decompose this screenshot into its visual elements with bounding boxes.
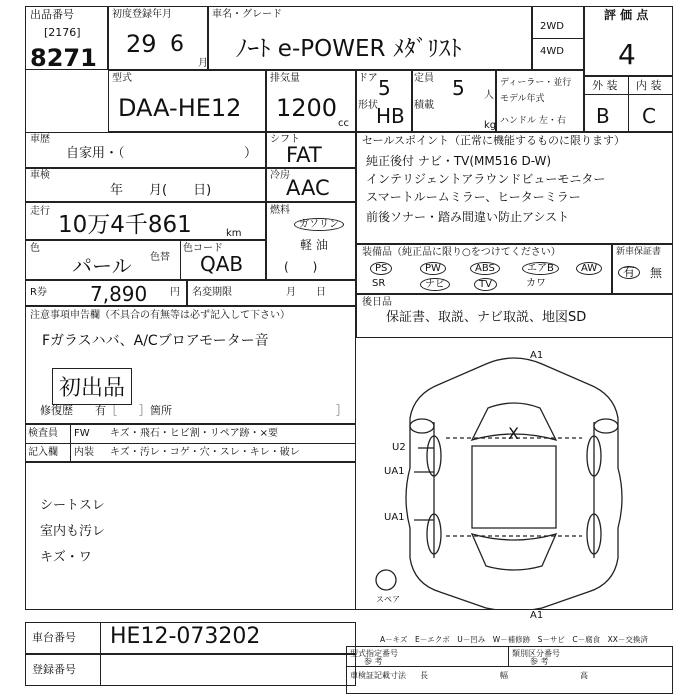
sales-point-line: スマートルームミラー、ヒーターミラー: [366, 190, 581, 204]
interior-value: C: [642, 104, 656, 128]
chassis-vline: [100, 622, 101, 654]
interior-label: 内 装: [636, 79, 662, 92]
mark-rear: A1: [530, 610, 544, 621]
inspection-label: 車検: [30, 170, 50, 181]
ref-note-2: 参 考: [530, 657, 549, 666]
drive-2wd: 2WD: [540, 21, 564, 32]
inspection-value: 年 月( 日): [110, 183, 212, 198]
remark-line: キズ・ワ: [40, 550, 92, 565]
sales-points-title: セールスポイント（正常に機能するものに限ります）: [362, 134, 626, 147]
tax-label: 名変期限: [192, 287, 232, 298]
equip-pw: PW: [420, 262, 446, 275]
cc-unit: cc: [338, 118, 349, 129]
spare-label: スペア: [376, 595, 400, 604]
capacity-unit: 人: [484, 90, 494, 101]
inspector-label: 検査員: [28, 428, 58, 439]
drive-4wd: 4WD: [540, 46, 564, 57]
history-value: 自家用・（: [66, 146, 125, 161]
door-label: ドア: [358, 73, 378, 84]
mileage-value: 10万4千861: [58, 212, 192, 238]
lot-label: 出品番号: [30, 8, 74, 21]
first-reg-year: 29: [126, 30, 157, 58]
carname-label: 車名・グレード: [212, 9, 282, 20]
drive-divider: [532, 38, 584, 39]
mark-ua1-b: UA1: [384, 512, 405, 523]
accessories-label: 後日品: [362, 297, 392, 308]
checker-vline: [70, 424, 71, 462]
equip-airbag: エアB: [522, 262, 559, 275]
shape-value: HB: [376, 104, 405, 128]
history-label: 車歴: [30, 134, 50, 145]
color-divider: [180, 240, 181, 280]
recycle-label: R券: [30, 287, 47, 298]
displacement-label: 排気量: [270, 73, 300, 84]
model-year-label: モデル年式: [500, 94, 545, 104]
fuel-gasoline: ガソリン: [294, 218, 344, 231]
color-code-value: QAB: [200, 252, 244, 276]
checker-row2: キズ・汚レ・コゲ・穴・スレ・キレ・破レ: [110, 447, 300, 458]
fw-label: FW: [74, 428, 90, 439]
shift-label: シフト: [270, 134, 300, 145]
exterior-value: B: [596, 104, 610, 128]
tax-value: 月 日: [286, 287, 326, 298]
lot-sub: [2176]: [44, 26, 81, 39]
exterior-label: 外 装: [592, 79, 618, 92]
ref-class: 類別区分番号: [512, 649, 560, 658]
sales-point-line: 純正後付 ナビ・TV(MM516 D-W): [366, 154, 552, 168]
accessories-value: 保証書、取説、ナビ取説、地図SD: [386, 310, 587, 325]
ref-vline: [508, 646, 509, 666]
ref-note-1: 参 考: [364, 657, 383, 666]
kg-unit: kg: [484, 120, 497, 131]
fuel-label: 燃料: [270, 205, 290, 216]
ref-model-spec: 型式指定番号: [350, 649, 398, 658]
chassis-value: HE12-073202: [110, 624, 261, 649]
displacement-value: 1200: [276, 94, 338, 122]
equip-tv: TV: [474, 278, 497, 291]
history-paren-close: ）: [244, 146, 258, 161]
int-label: 内装: [74, 447, 94, 458]
notes-label: 注意事項申告欄（不具合の有無等は必ず記入して下さい）: [30, 310, 290, 321]
sales-point-line: 前後ソナー・踏み間違い防止アシスト: [366, 210, 570, 224]
mileage-label: 走行: [30, 206, 50, 217]
mark-front: A1: [530, 350, 544, 361]
capacity-value: 5: [452, 76, 465, 100]
repair-bracket: ］: [336, 404, 347, 417]
ref-dimensions: 車検証記載寸法: [350, 671, 406, 680]
shift-value: FAT: [286, 143, 322, 167]
recycle-value: 7,890: [90, 282, 148, 306]
equip-leather: カワ: [526, 278, 546, 289]
first-reg-month: 6: [170, 32, 184, 57]
sales-point-line: インテリジェントアラウンドビューモニター: [366, 172, 606, 186]
model-label: 型式: [112, 73, 132, 84]
chassis-label: 車台番号: [32, 631, 76, 644]
history-cell: [25, 132, 266, 168]
ref-hline: [346, 666, 673, 667]
fuel-diesel: 軽 油: [300, 238, 328, 252]
carname-value: ﾉｰﾄ e-POWER ﾒﾀﾞﾘｽﾄ: [236, 36, 462, 62]
remark-line: 室内も汚レ: [40, 524, 106, 539]
entry-label: 記入欄: [28, 447, 58, 458]
equipment-title: 装備品（純正品に限り○をつけてください）: [362, 247, 561, 258]
remark-line: シートスレ: [40, 498, 105, 513]
dealer-label: ディーラー・並行: [500, 78, 572, 88]
ac-label: 冷房: [270, 170, 290, 181]
ref-length: 長: [420, 671, 428, 680]
equip-aw: AW: [576, 262, 602, 275]
equip-abs: ABS: [470, 262, 500, 275]
reg-label: 登録番号: [32, 663, 76, 676]
month-suffix: 月: [198, 58, 208, 69]
score-value: 4: [618, 38, 636, 71]
load-label: 積載: [414, 100, 434, 111]
model-value: DAA-HE12: [118, 94, 242, 122]
first-reg-label: 初度登録年月: [112, 9, 172, 20]
mark-u2: U2: [392, 442, 406, 453]
checker-hline: [25, 443, 356, 444]
door-value: 5: [378, 76, 391, 100]
fuel-paren: ( ): [284, 260, 318, 274]
color-label: 色: [30, 243, 40, 254]
lot-number: 8271: [30, 44, 97, 72]
equip-navi: ナビ: [420, 278, 450, 291]
color-value: パール: [72, 254, 132, 278]
equip-sr: SR: [372, 278, 386, 289]
handle-label: ハンドル 左・右: [500, 116, 566, 126]
mark-ua1-a: UA1: [384, 466, 405, 477]
warranty-label: 新車保証書: [616, 247, 662, 257]
ac-value: AAC: [286, 176, 330, 200]
first-listing-stamp: 初出品: [52, 368, 132, 405]
notes-value: Fガラスハバ、A/Cブロアモーター音: [42, 333, 269, 349]
ref-width: 幅: [500, 671, 508, 680]
color-code-label: 色コード: [183, 243, 223, 254]
equip-ps: PS: [370, 262, 392, 275]
damage-legend: A－キズ E－エクボ U－凹み W－補修跡 S－サビ C－腐食 XX－交換済: [380, 635, 648, 644]
yen-unit: 円: [170, 287, 180, 298]
score-label: 評 価 点: [604, 8, 649, 22]
warranty-yes: 有: [618, 266, 640, 279]
shape-label: 形状: [358, 100, 378, 111]
ext-int-divider: [628, 76, 629, 132]
ref-height: 高: [580, 671, 588, 680]
reg-vline: [100, 654, 101, 686]
mark-roof: X: [508, 424, 519, 443]
km-unit: km: [226, 228, 242, 239]
warranty-no: 無: [650, 266, 663, 280]
checker-row1: キズ・飛石・ヒビ割・リペア跡・×要: [110, 428, 278, 439]
ext-int-hline: [584, 94, 673, 95]
repair-label: 修復歴 有［ ］箇所: [40, 404, 172, 417]
capacity-label: 定員: [414, 73, 434, 84]
color-tone-label: 色替: [150, 252, 170, 263]
